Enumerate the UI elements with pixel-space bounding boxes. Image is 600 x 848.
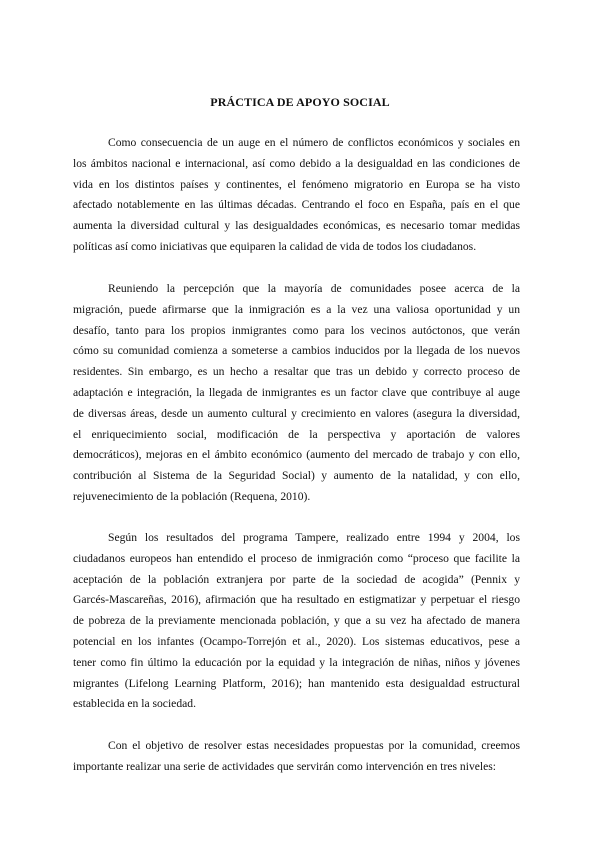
paragraph-line: aceptación de la población extranjera por parte de la sociedad de acogida” (Pennix y (73, 572, 520, 586)
paragraph-line: contribución al Sistema de la Seguridad Social) y aumento de la natalidad, y con ello, (73, 469, 520, 483)
paragraph-line: Con el objetivo de resolver estas necesidades propuestas por la comunidad, creemos (108, 739, 520, 752)
paragraph-line: Según los resultados del programa Tampere, realizado entre 1994 y 2004, los (108, 531, 520, 544)
document-title: PRÁCTICA DE APOYO SOCIAL (210, 95, 390, 109)
paragraph-line: el enriquecimiento social, modificación de la perspectiva y aportación de valores (73, 427, 520, 441)
paragraph-line: Reuniendo la percepción que la mayoría de comunidades posee acerca de la (108, 282, 520, 295)
paragraph-1 (73, 133, 520, 258)
paragraph-3 (73, 528, 520, 715)
paragraph-line: potencial en los infantes (Ocampo-Torrejón et al., 2020). Los sistemas educativos, pese a (73, 634, 520, 648)
paragraph-line: políticas así como iniciativas que equiparen la calidad de vida de todos los ciudadanos. (73, 239, 477, 253)
paragraph-line: establecida en la sociedad. (73, 697, 196, 711)
paragraph-line: de diversas áreas, desde un aumento cultural y crecimiento en valores (asegura la diversidad, (73, 406, 520, 420)
paragraph-2 (73, 279, 520, 508)
paragraph-line: residentes. Sin embargo, es un hecho a resaltar que tras un debido y correcto proceso de (73, 365, 520, 379)
paragraph-line: adaptación e integración, la llegada de inmigrantes es un factor clave que contribuye al auge (73, 385, 520, 399)
paragraph-line: democráticos), mejoras en el ámbito económico (aumento del mercado de trabajo y con ello, (73, 448, 520, 462)
paragraph-line: vida en los distintos países y continentes, el fenómeno migratorio en Europa se ha visto (73, 177, 520, 191)
paragraph-line: Como consecuencia de un auge en el número de conflictos económicos y sociales en (108, 136, 520, 149)
paragraph-line: desafío, tanto para los propios inmigrantes como para los vecinos autóctonos, que verán (73, 323, 520, 337)
paragraph-line: ciudadanos europeos han entendido el proceso de inmigración como “proceso que facilite la (73, 551, 520, 565)
paragraph-line: los ámbitos nacional e internacional, así como debido a la desigualdad en las condiciones de (73, 156, 520, 170)
paragraph-line: migrantes (Lifelong Learning Platform, 2016); han mantenido esta desigualdad estructural (73, 676, 520, 690)
paragraph-4 (73, 736, 520, 778)
paragraph-line: de pobreza de la previamente mencionada población, y que a su vez ha afectado de manera (73, 614, 520, 628)
paragraph-line: cómo su comunidad comienza a someterse a cambios inducidos por la llegada de los nuevos (73, 344, 520, 358)
paragraph-line: Garcés-Mascareñas, 2016), afirmación que ha resultado en estigmatizar y perpetuar el riesgo (73, 593, 520, 607)
paragraph-line: importante realizar una serie de actividades que servirán como intervención en tres niveles: (73, 759, 496, 773)
paragraph-line: tener como fin último la educación por la equidad y la integración de niñas, niños y jóvenes (73, 655, 520, 669)
paragraph-line: rejuvenecimiento de la población (Requena, 2010). (73, 489, 311, 503)
paragraph-line: aumenta la diversidad cultural y las desigualdades económicas, es necesario tomar medidas (73, 219, 520, 233)
paragraph-line: afectado notablemente en las últimas décadas. Centrando el foco en España, país en el que (73, 198, 520, 212)
paragraph-line: migración, puede afirmarse que la inmigración es a la vez una valiosa oportunidad y un (73, 302, 520, 316)
